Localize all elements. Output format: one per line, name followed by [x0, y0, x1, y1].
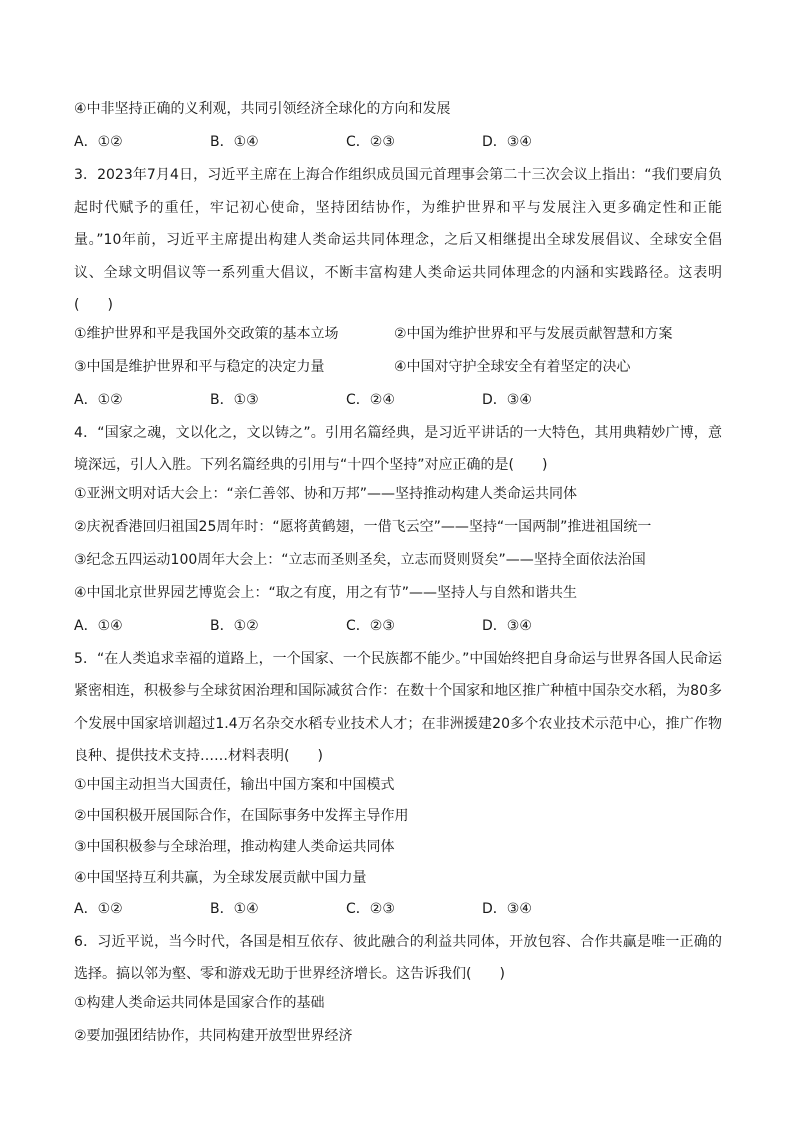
q2-statement-4: ④中非坚持正确的义利观，共同引领经济全球化的方向和发展 — [74, 101, 451, 117]
q3-option-b[interactable]: B．①③ — [210, 391, 259, 408]
q4-option-b[interactable]: B．①② — [210, 617, 259, 634]
q4-statement-1: ①亚洲文明对话大会上：“亲仁善邻、协和万邦”——坚持推动构建人类命运共同体 — [74, 485, 578, 502]
q5-option-c[interactable]: C．②③ — [346, 900, 395, 917]
q5-option-d[interactable]: D．③④ — [482, 900, 532, 917]
q4-statement-2: ②庆祝香港回归祖国25周年时：“愿将黄鹤翅，一借飞云空”——坚持“一国两制”推进祖国统一 — [74, 518, 652, 535]
q3-options — [74, 389, 722, 411]
q5-statement-1: ①中国主动担当大国责任，输出中国方案和中国模式 — [74, 776, 395, 793]
q4-option-d[interactable]: D．③④ — [482, 617, 532, 634]
q3-statements-row-2 — [74, 356, 722, 378]
q2-options — [74, 131, 722, 153]
q5-statement-2: ②中国积极开展国际合作，在国际事务中发挥主导作用 — [74, 807, 409, 824]
q5-option-a[interactable]: A．①② — [74, 900, 123, 917]
q5-stem: 5．“在人类追求幸福的道路上，一个国家、一个民族都不能少。”中国始终把自身命运与世界各国人民命运紧密相连，积极参与全球贫困治理和国际减贫合作：在数十个国家和地区推广种植中国杂交水稻，为80多个发展中国家培训超过1.4万名杂交水稻专业技术人才；在非洲援建20多个农业技术示范中心，推广作物良种、提供技术支持……材料表明( ) — [74, 650, 722, 764]
q3-stem: 3．2023年7月4日，习近平主席在上海合作组织成员国元首理事会第二十三次会议上指出：“我们要肩负起时代赋予的重任，牢记初心使命，坚持团结协作，为维护世界和平与发展注入更多确定性和正能量。”10年前，习近平主席提出构建人类命运共同体理念，之后又相继提出全球发展倡议、全球安全倡议、全球文明倡议等一系列重大倡议，不断丰富构建人类命运共同体理念的内涵和实践路径。这表明( ) — [74, 167, 722, 313]
q3-statement-4: ④中国对守护全球安全有着坚定的决心 — [394, 358, 631, 375]
q4-statement-3: ③纪念五四运动100周年大会上：“立志而圣则圣矣，立志而贤则贤矣”——坚持全面依法治国 — [74, 551, 646, 568]
q2-option-b[interactable]: B．①④ — [210, 134, 259, 150]
exam-page — [74, 98, 722, 1058]
q2-option-a[interactable]: A．①② — [74, 134, 123, 150]
q3-statements-row-1 — [74, 323, 722, 345]
q3-statement-1: ①维护世界和平是我国外交政策的基本立场 — [74, 325, 339, 342]
q2-option-c[interactable]: C．②③ — [346, 134, 395, 150]
q3-option-d[interactable]: D．③④ — [482, 391, 532, 408]
q5-statement-3: ③中国积极参与全球治理，推动构建人类命运共同体 — [74, 838, 395, 855]
q4-stem: 4．“国家之魂，文以化之，文以铸之”。引用名篇经典，是习近平讲话的一大特色，其用典精妙广博，意境深远，引人入胜。下列名篇经典的引用与“十四个坚持”对应正确的是( ) — [74, 424, 722, 473]
q6-statement-1: ①构建人类命运共同体是国家合作的基础 — [74, 994, 325, 1011]
q5-statement-4: ④中国坚持互利共赢，为全球发展贡献中国力量 — [74, 869, 367, 886]
q6-statement-2: ②要加强团结协作，共同构建开放型世界经济 — [74, 1027, 353, 1044]
q3-statement-3: ③中国是维护世界和平与稳定的决定力量 — [74, 358, 325, 375]
q2-option-d[interactable]: D．③④ — [482, 134, 532, 150]
q3-statement-2: ②中国为维护世界和平与发展贡献智慧和方案 — [394, 325, 673, 342]
q5-option-b[interactable]: B．①④ — [210, 900, 259, 917]
q6-stem: 6．习近平说，当今时代，各国是相互依存、彼此融合的利益共同体，开放包容、合作共赢是唯一正确的选择。搞以邻为壑、零和游戏无助于世界经济增长。这告诉我们( ) — [74, 933, 722, 982]
q3-option-a[interactable]: A．①② — [74, 391, 123, 408]
q3-option-c[interactable]: C．②④ — [346, 391, 395, 408]
q4-options — [74, 615, 722, 637]
q4-option-c[interactable]: C．②③ — [346, 617, 395, 634]
q5-options — [74, 898, 722, 920]
q4-option-a[interactable]: A．①④ — [74, 617, 123, 634]
q4-statement-4: ④中国北京世界园艺博览会上：“取之有度，用之有节”——坚持人与自然和谐共生 — [74, 584, 578, 601]
